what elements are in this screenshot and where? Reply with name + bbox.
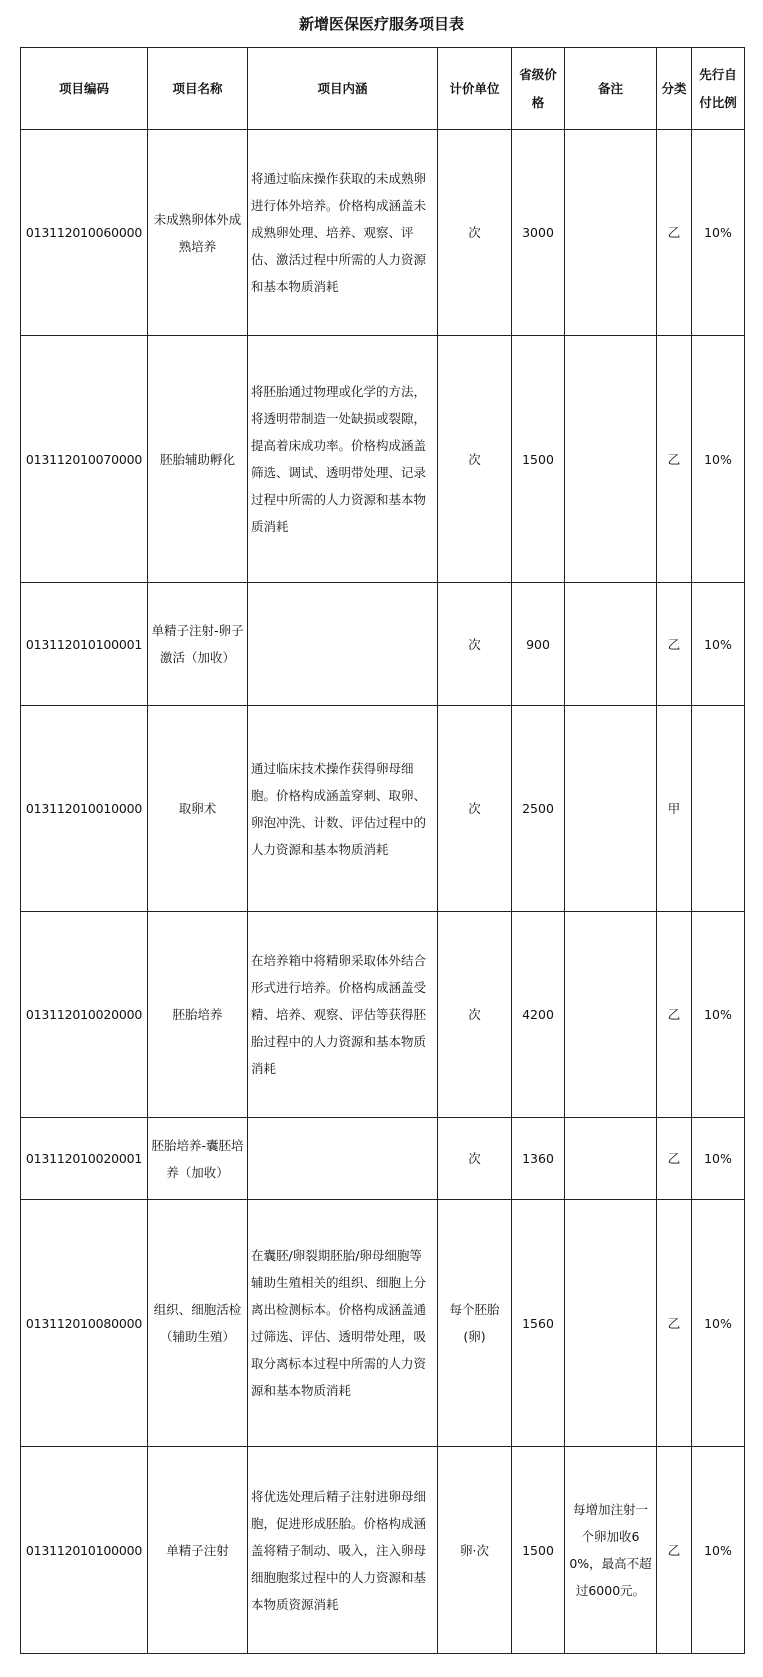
table-row (21, 706, 745, 912)
item-ratio: 10% (692, 912, 745, 1118)
table-row (21, 1200, 745, 1447)
col-header-price: 省级价格 (512, 48, 565, 130)
item-class: 乙 (657, 1118, 692, 1200)
service-items-table (20, 47, 745, 1654)
item-ratio: 10% (692, 1447, 745, 1654)
item-price: 900 (512, 583, 565, 706)
item-note (565, 336, 657, 583)
table-row (21, 1447, 745, 1654)
item-ratio: 10% (692, 1200, 745, 1447)
col-header-note: 备注 (565, 48, 657, 130)
item-unit: 卵·次 (438, 1447, 512, 1654)
item-code: 013112010070000 (21, 336, 148, 583)
item-class: 乙 (657, 336, 692, 583)
table-row (21, 1118, 745, 1200)
item-note (565, 130, 657, 336)
item-class: 乙 (657, 1200, 692, 1447)
table-row (21, 336, 745, 583)
item-class: 乙 (657, 1447, 692, 1654)
item-price: 1560 (512, 1200, 565, 1447)
item-unit: 次 (438, 1118, 512, 1200)
item-class: 甲 (657, 706, 692, 912)
item-price: 4200 (512, 912, 565, 1118)
page-title: 新增医保医疗服务项目表 (298, 15, 464, 33)
item-ratio: 10% (692, 583, 745, 706)
item-code: 013112010080000 (21, 1200, 148, 1447)
item-name: 未成熟卵体外成熟培养 (148, 130, 248, 336)
item-price: 1500 (512, 1447, 565, 1654)
item-class: 乙 (657, 583, 692, 706)
item-price: 1500 (512, 336, 565, 583)
table-row (21, 912, 745, 1118)
item-name: 胚胎培养-囊胚培养（加收） (148, 1118, 248, 1200)
item-ratio (692, 706, 745, 912)
item-price: 3000 (512, 130, 565, 336)
item-name: 胚胎培养 (148, 912, 248, 1118)
item-price: 1360 (512, 1118, 565, 1200)
item-unit: 次 (438, 130, 512, 336)
item-code: 013112010100001 (21, 583, 148, 706)
item-desc: 在囊胚/卵裂期胚胎/卵母细胞等辅助生殖相关的组织、细胞上分离出检测标本。价格构成涵盖通过筛选、评估、透明带处理，吸取分离标本过程中所需的人力资源和基本物质消耗 (248, 1200, 438, 1447)
item-unit: 次 (438, 706, 512, 912)
table-header-row (21, 48, 745, 130)
col-header-name: 项目名称 (148, 48, 248, 130)
item-note (565, 583, 657, 706)
col-header-ratio: 先行自付比例 (692, 48, 745, 130)
item-code: 013112010060000 (21, 130, 148, 336)
item-ratio: 10% (692, 130, 745, 336)
item-code: 013112010020000 (21, 912, 148, 1118)
item-ratio: 10% (692, 1118, 745, 1200)
item-name: 单精子注射 (148, 1447, 248, 1654)
col-header-desc: 项目内涵 (248, 48, 438, 130)
table-row (21, 583, 745, 706)
item-desc: 在培养箱中将精卵采取体外结合形式进行培养。价格构成涵盖受精、培养、观察、评估等获得胚胎过程中的人力资源和基本物质消耗 (248, 912, 438, 1118)
item-unit: 每个胚胎(卵) (438, 1200, 512, 1447)
item-code: 013112010020001 (21, 1118, 148, 1200)
item-unit: 次 (438, 336, 512, 583)
item-unit: 次 (438, 583, 512, 706)
item-class: 乙 (657, 912, 692, 1118)
item-desc: 将通过临床操作获取的未成熟卵进行体外培养。价格构成涵盖未成熟卵处理、培养、观察、评估、激活过程中所需的人力资源和基本物质消耗 (248, 130, 438, 336)
item-desc: 将胚胎通过物理或化学的方法，将透明带制造一处缺损或裂隙，提高着床成功率。价格构成涵盖筛选、调试、透明带处理、记录过程中所需的人力资源和基本物质消耗 (248, 336, 438, 583)
item-name: 胚胎辅助孵化 (148, 336, 248, 583)
item-name: 单精子注射-卵子激活（加收） (148, 583, 248, 706)
col-header-class: 分类 (657, 48, 692, 130)
item-desc: 将优选处理后精子注射进卵母细胞，促进形成胚胎。价格构成涵盖将精子制动、吸入，注入卵母细胞胞浆过程中的人力资源和基本物质资源消耗 (248, 1447, 438, 1654)
item-note: 每增加注射一个卵加收60%，最高不超过6000元。 (565, 1447, 657, 1654)
item-desc (248, 1118, 438, 1200)
item-note (565, 1200, 657, 1447)
item-desc (248, 583, 438, 706)
item-class: 乙 (657, 130, 692, 336)
table-row (21, 130, 745, 336)
item-desc: 通过临床技术操作获得卵母细胞。价格构成涵盖穿刺、取卵、卵泡冲洗、计数、评估过程中的人力资源和基本物质消耗 (248, 706, 438, 912)
col-header-unit: 计价单位 (438, 48, 512, 130)
item-unit: 次 (438, 912, 512, 1118)
item-price: 2500 (512, 706, 565, 912)
item-note (565, 1118, 657, 1200)
item-code: 013112010010000 (21, 706, 148, 912)
item-code: 013112010100000 (21, 1447, 148, 1654)
item-note (565, 912, 657, 1118)
item-name: 取卵术 (148, 706, 248, 912)
col-header-code: 项目编码 (21, 48, 148, 130)
item-ratio: 10% (692, 336, 745, 583)
item-name: 组织、细胞活检（辅助生殖） (148, 1200, 248, 1447)
item-note (565, 706, 657, 912)
